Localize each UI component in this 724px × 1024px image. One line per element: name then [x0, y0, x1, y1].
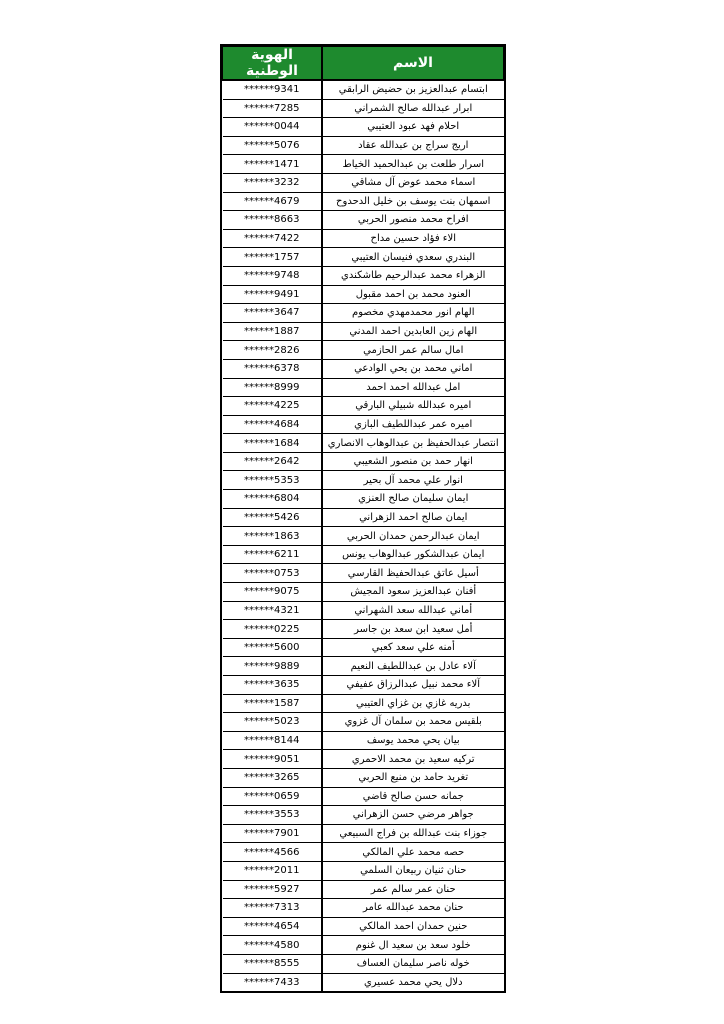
cell-name: اميره عمر عبداللطيف البازي — [322, 415, 504, 434]
cell-national-id: ******1757 — [223, 248, 323, 267]
cell-name: اماني محمد بن يحي الوادعي — [322, 359, 504, 378]
cell-national-id: ******3647 — [223, 304, 323, 323]
table-row — [223, 248, 504, 267]
cell-national-id: ******8144 — [223, 731, 323, 750]
cell-name: خوله ناصر سليمان العساف — [322, 954, 504, 973]
cell-national-id: ******5600 — [223, 638, 323, 657]
cell-national-id: ******6378 — [223, 359, 323, 378]
table-row — [223, 527, 504, 546]
table-header — [223, 47, 504, 81]
table-row — [223, 917, 504, 936]
cell-name: تركيه سعيد بن محمد الاحمري — [322, 750, 504, 769]
cell-name: الزهراء محمد عبدالرحيم طاشكندي — [322, 266, 504, 285]
cell-name: امال سالم عمر الحازمي — [322, 341, 504, 360]
table-row — [223, 583, 504, 602]
cell-name: جمانه حسن صالح قاضي — [322, 787, 504, 806]
cell-national-id: ******5426 — [223, 508, 323, 527]
table-row — [223, 545, 504, 564]
table-row — [223, 397, 504, 416]
cell-name: اريج سراج بن عبدالله عقاد — [322, 136, 504, 155]
cell-national-id: ******1471 — [223, 155, 323, 174]
table-row — [223, 750, 504, 769]
cell-name: الاء فؤاد حسين مداح — [322, 229, 504, 248]
cell-national-id: ******9341 — [223, 80, 323, 99]
table-row — [223, 378, 504, 397]
cell-name: بلقيس محمد بن سلمان آل غزوي — [322, 713, 504, 732]
cell-name: ايمان عبدالرحمن حمدان الحربي — [322, 527, 504, 546]
table-row — [223, 768, 504, 787]
cell-national-id: ******5353 — [223, 471, 323, 490]
cell-national-id: ******0659 — [223, 787, 323, 806]
table-row — [223, 880, 504, 899]
cell-national-id: ******1887 — [223, 322, 323, 341]
cell-national-id: ******7313 — [223, 899, 323, 918]
cell-name: انتصار عبدالحفيظ بن عبدالوهاب الانصاري — [322, 434, 504, 453]
table-row — [223, 99, 504, 118]
table-row — [223, 304, 504, 323]
cell-name: اسرار طلعت بن عبدالحميد الخياط — [322, 155, 504, 174]
cell-national-id: ******1863 — [223, 527, 323, 546]
cell-national-id: ******8999 — [223, 378, 323, 397]
cell-name: ابرار عبدالله صالح الشمراني — [322, 99, 504, 118]
table-row — [223, 843, 504, 862]
cell-name: الهام زين العابدين احمد المدني — [322, 322, 504, 341]
header-national-id: الهوية الوطنية — [223, 47, 323, 81]
table-row — [223, 229, 504, 248]
cell-name: احلام فهد عبود العتيبي — [322, 118, 504, 137]
table-row — [223, 731, 504, 750]
cell-national-id: ******5023 — [223, 713, 323, 732]
cell-national-id: ******8555 — [223, 954, 323, 973]
cell-national-id: ******5076 — [223, 136, 323, 155]
table-body — [223, 80, 504, 991]
cell-name: اميره عبدالله شبيلي البارقي — [322, 397, 504, 416]
cell-name: دلال يحي محمد عسيري — [363, 976, 463, 988]
table-row — [223, 471, 504, 490]
cell-national-id: ******9051 — [223, 750, 323, 769]
table-row — [223, 211, 504, 230]
cell-national-id: ******7901 — [223, 824, 323, 843]
table-row — [223, 713, 504, 732]
table-row — [223, 638, 504, 657]
cell-national-id: ******1587 — [223, 694, 323, 713]
cell-national-id: ******3265 — [223, 768, 323, 787]
cell-national-id: ******6211 — [223, 545, 323, 564]
cell-name: أمل سعيد ابن سعد بن جاسر — [322, 620, 504, 639]
table-row — [223, 899, 504, 918]
table-row — [223, 266, 504, 285]
cell-national-id: ******0753 — [223, 564, 323, 583]
cell-name: افراح محمد منصور الحربي — [322, 211, 504, 230]
cell-name: حنان عمر سالم عمر — [322, 880, 504, 899]
cell-name: آلاء محمد نبيل عبدالرزاق عفيفي — [322, 676, 504, 695]
table-row — [223, 601, 504, 620]
table-row — [223, 173, 504, 192]
cell-name: العنود محمد بن احمد مقبول — [322, 285, 504, 304]
cell-name: أمنه علي سعد كعبي — [322, 638, 504, 657]
table-row — [223, 824, 504, 843]
table-row — [223, 620, 504, 639]
table-row — [223, 657, 504, 676]
cell-national-id: ******0225 — [223, 620, 323, 639]
table-row — [223, 452, 504, 471]
table-row — [223, 787, 504, 806]
table-row — [223, 936, 504, 955]
cell-national-id: ******3232 — [223, 173, 323, 192]
table-row — [223, 861, 504, 880]
cell-national-id: ******8663 — [223, 211, 323, 230]
cell-national-id: ******5927 — [223, 880, 323, 899]
cell-national-id: ******4225 — [223, 397, 323, 416]
table-row — [223, 490, 504, 509]
cell-name: حنين حمدان احمد المالكي — [322, 917, 504, 936]
cell-national-id: ******1684 — [223, 434, 323, 453]
table-row — [223, 285, 504, 304]
cell-name: أماني عبدالله سعد الشهراني — [322, 601, 504, 620]
cell-name: آلاء عادل بن عبداللطيف النعيم — [322, 657, 504, 676]
cell-name: حنان ثنيان ربيعان السلمي — [322, 861, 504, 880]
cell-name: حنان محمد عبدالله عامر — [322, 899, 504, 918]
table-row — [223, 694, 504, 713]
cell-name: أسيل عاتق عبدالحفيظ القارسي — [322, 564, 504, 583]
cell-name: جوزاء بنت عبدالله بن فراج السبيعي — [322, 824, 504, 843]
cell-name: بيان يحي محمد يوسف — [322, 731, 504, 750]
table-row — [223, 434, 504, 453]
table-row — [223, 136, 504, 155]
cell-national-id: ******7422 — [223, 229, 323, 248]
header-row — [223, 47, 504, 81]
table-row — [223, 954, 504, 973]
cell-national-id: ******4684 — [223, 415, 323, 434]
cell-name: بدريه غازي بن غزاي العتيبي — [322, 694, 504, 713]
cell-name: اسمهان بنت يوسف بن خليل الدحدوح — [322, 192, 504, 211]
cell-name: اسماء محمد عوض آل مشاقي — [322, 173, 504, 192]
table-row — [223, 359, 504, 378]
cell-name: ابتسام عبدالعزيز بن حضيض الرابقي — [322, 80, 504, 99]
cell-name: انهار حمد بن منصور الشعيبي — [322, 452, 504, 471]
table-row — [223, 80, 504, 99]
cell-name: تغريد حامد بن منيع الحربي — [322, 768, 504, 787]
cell-name: ايمان صالح احمد الزهراني — [322, 508, 504, 527]
cell-national-id: ******2011 — [223, 861, 323, 880]
table-row — [223, 508, 504, 527]
table-row — [223, 155, 504, 174]
cell-national-id: ******4566 — [223, 843, 323, 862]
cell-national-id: ******2826 — [223, 341, 323, 360]
table-row — [223, 192, 504, 211]
cell-name: ايمان سليمان صالح العنزي — [322, 490, 504, 509]
cell-name: جواهر مرضي حسن الزهراني — [322, 806, 504, 825]
table-row — [223, 322, 504, 341]
cell-name: البندري سعدي فنيسان العتيبي — [322, 248, 504, 267]
names-id-table — [222, 46, 504, 991]
cell-national-id: ******9889 — [223, 657, 323, 676]
cell-national-id: ******7285 — [223, 99, 323, 118]
cell-national-id: ******9748 — [223, 266, 323, 285]
cell-national-id: ******4679 — [223, 192, 323, 211]
cell-national-id: ******3553 — [223, 806, 323, 825]
table-row — [223, 415, 504, 434]
cell-national-id: ******2642 — [223, 452, 323, 471]
cell-name: انوار علي محمد آل بحير — [322, 471, 504, 490]
table-row — [223, 676, 504, 695]
names-table-container — [220, 44, 506, 993]
cell-name: خلود سعد بن سعيد ال غنوم — [322, 936, 504, 955]
table-row — [223, 973, 504, 991]
cell-national-id: ******6804 — [223, 490, 323, 509]
table-row — [223, 806, 504, 825]
table-row — [223, 118, 504, 137]
header-name: الاسم — [322, 47, 504, 81]
cell-national-id: ******9491 — [223, 285, 323, 304]
cell-national-id: ******4321 — [223, 601, 323, 620]
cell-national-id: ******0044 — [223, 118, 323, 137]
cell-national-id: ******4580 — [223, 936, 323, 955]
cell-name: حصه محمد علي المالكي — [322, 843, 504, 862]
cell-name: امل عبدالله احمد احمد — [322, 378, 504, 397]
cell-national-id: ******3635 — [223, 676, 323, 695]
cell-national-id: ******4654 — [223, 917, 323, 936]
table-row — [223, 564, 504, 583]
cell-name: الهام انور محمدمهدي مخصوم — [322, 304, 504, 323]
cell-name: أفنان عبدالعزيز سعود المجيش — [322, 583, 504, 602]
table-row — [223, 341, 504, 360]
cell-name: ايمان عبدالشكور عبدالوهاب يونس — [322, 545, 504, 564]
cell-national-id: ******7433 — [223, 973, 323, 991]
cell-national-id: ******9075 — [223, 583, 323, 602]
